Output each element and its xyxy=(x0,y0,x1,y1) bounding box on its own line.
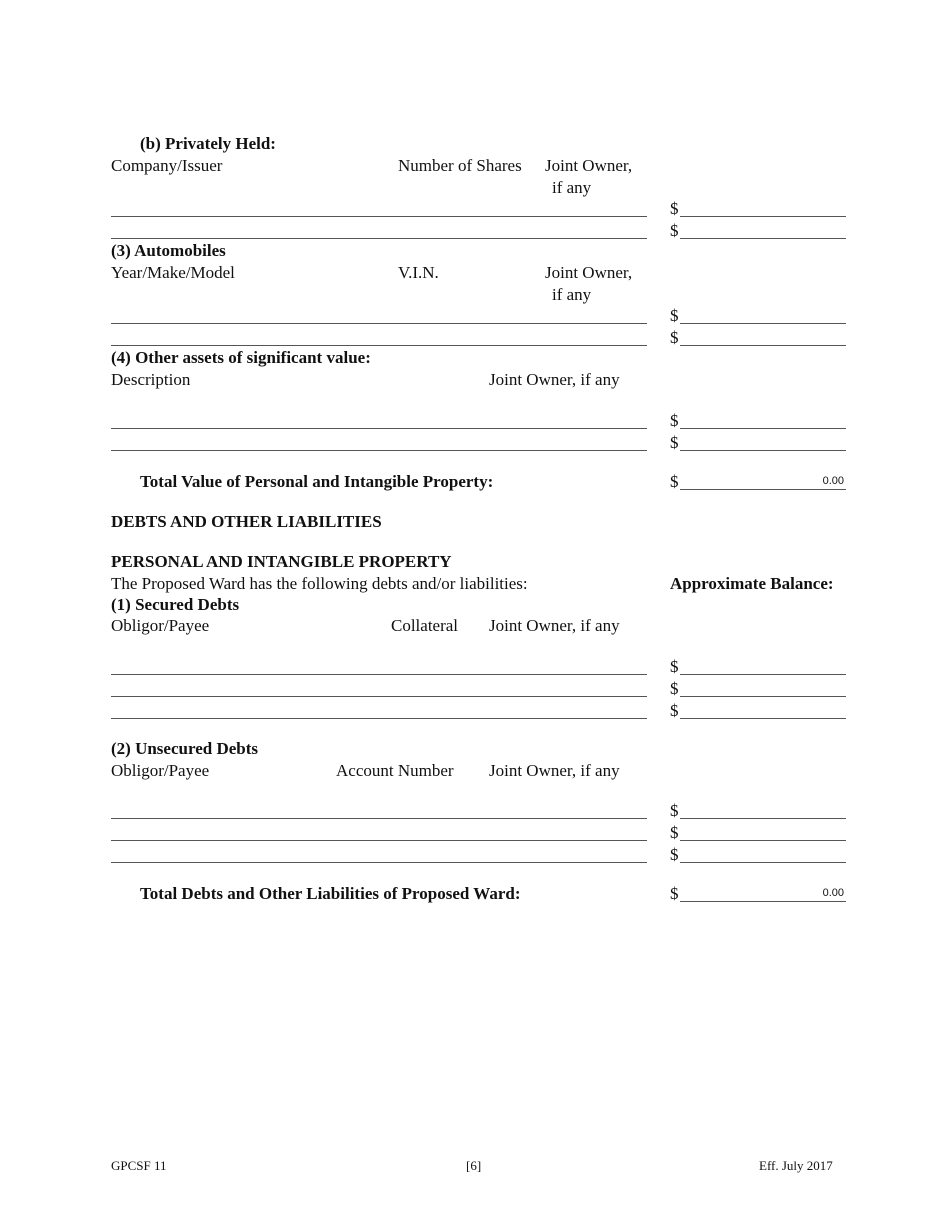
dollar-sign: $ xyxy=(670,328,679,347)
col-joint-owner-if-any: Joint Owner, if any xyxy=(489,616,620,635)
unsecured-debt-value-2[interactable] xyxy=(670,823,846,843)
privately-held-entry-line-2[interactable] xyxy=(111,238,647,239)
col-company-issuer: Company/Issuer xyxy=(111,156,223,175)
privately-held-entry-line-1[interactable] xyxy=(111,216,647,217)
total-debts-input[interactable] xyxy=(680,884,846,902)
dollar-sign: $ xyxy=(670,823,679,842)
col-year-make-model: Year/Make/Model xyxy=(111,263,235,282)
value-blank[interactable] xyxy=(680,323,846,324)
dollar-sign: $ xyxy=(670,433,679,452)
value-blank[interactable] xyxy=(680,718,846,719)
footer-page-number: [6] xyxy=(466,1158,482,1173)
total-debts-field[interactable] xyxy=(670,884,846,904)
col-vin: V.I.N. xyxy=(398,263,439,282)
unsecured-debts-heading: (2) Unsecured Debts xyxy=(111,739,259,758)
total-personal-property-input[interactable] xyxy=(680,472,846,490)
other-assets-heading: (4) Other assets of significant value: xyxy=(111,348,371,367)
total-debts-label: Total Debts and Other Liabilities of Proposed Ward: xyxy=(140,884,521,903)
col-obligor-payee: Obligor/Payee xyxy=(111,761,210,780)
unsecured-debt-entry-line-2[interactable] xyxy=(111,840,647,841)
col-obligor-payee: Obligor/Payee xyxy=(111,616,210,635)
dollar-sign: $ xyxy=(670,657,679,676)
dollar-sign: $ xyxy=(670,679,679,698)
unsecured-debt-entry-line-1[interactable] xyxy=(111,818,647,819)
dollar-sign: $ xyxy=(670,199,679,218)
other-asset-entry-line-1[interactable] xyxy=(111,428,647,429)
personal-intangible-heading: PERSONAL AND INTANGIBLE PROPERTY xyxy=(111,552,452,571)
value-blank[interactable] xyxy=(680,818,846,819)
dollar-sign: $ xyxy=(670,701,679,720)
col-joint-owner: Joint Owner, xyxy=(545,156,633,175)
col-collateral: Collateral xyxy=(391,616,459,635)
dollar-sign: $ xyxy=(670,306,679,325)
value-blank[interactable] xyxy=(680,840,846,841)
dollar-sign: $ xyxy=(670,221,679,240)
value-blank[interactable] xyxy=(680,345,846,346)
debts-intro: The Proposed Ward has the following debts and/or liabilities: xyxy=(111,574,528,593)
total-personal-property-label: Total Value of Personal and Intangible Property: xyxy=(140,472,494,491)
footer-form-id: GPCSF 11 xyxy=(111,1158,167,1173)
debts-heading: DEBTS AND OTHER LIABILITIES xyxy=(111,512,382,531)
col-account-number: Account Number xyxy=(336,761,454,780)
other-asset-value-1[interactable] xyxy=(670,411,846,431)
secured-debt-entry-line-1[interactable] xyxy=(111,674,647,675)
secured-debt-value-1[interactable] xyxy=(670,657,846,677)
value-blank[interactable] xyxy=(680,428,846,429)
other-asset-entry-line-2[interactable] xyxy=(111,450,647,451)
unsecured-debt-value-3[interactable] xyxy=(670,845,846,865)
dollar-sign: $ xyxy=(670,472,679,491)
secured-debt-value-2[interactable] xyxy=(670,679,846,699)
col-joint-owner: Joint Owner, xyxy=(545,263,633,282)
dollar-sign: $ xyxy=(670,801,679,820)
automobile-entry-line-2[interactable] xyxy=(111,345,647,346)
col-joint-owner-if-any: Joint Owner, if any xyxy=(489,761,620,780)
secured-debt-entry-line-3[interactable] xyxy=(111,718,647,719)
privately-held-value-2[interactable] xyxy=(670,221,846,241)
value-blank[interactable] xyxy=(680,862,846,863)
total-personal-property-field[interactable] xyxy=(670,472,846,492)
automobiles-heading: (3) Automobiles xyxy=(111,241,226,260)
col-number-of-shares: Number of Shares xyxy=(398,156,522,175)
value-blank[interactable] xyxy=(680,674,846,675)
automobile-entry-line-1[interactable] xyxy=(111,323,647,324)
privately-held-value-1[interactable] xyxy=(670,199,846,219)
value-blank[interactable] xyxy=(680,238,846,239)
col-description: Description xyxy=(111,370,191,389)
automobile-value-1[interactable] xyxy=(670,306,846,326)
secured-debt-value-3[interactable] xyxy=(670,701,846,721)
unsecured-debt-entry-line-3[interactable] xyxy=(111,862,647,863)
value-blank[interactable] xyxy=(680,696,846,697)
value-blank[interactable] xyxy=(680,450,846,451)
col-joint-owner-if-any: if any xyxy=(552,285,592,304)
approximate-balance-label: Approximate Balance: xyxy=(670,574,834,593)
footer-effective-date: Eff. July 2017 xyxy=(759,1158,833,1173)
dollar-sign: $ xyxy=(670,411,679,430)
value-blank[interactable] xyxy=(680,216,846,217)
col-joint-owner-if-any: if any xyxy=(552,178,592,197)
dollar-sign: $ xyxy=(670,884,679,903)
col-joint-owner-if-any: Joint Owner, if any xyxy=(489,370,620,389)
other-asset-value-2[interactable] xyxy=(670,433,846,453)
automobile-value-2[interactable] xyxy=(670,328,846,348)
secured-debt-entry-line-2[interactable] xyxy=(111,696,647,697)
privately-held-heading: (b) Privately Held: xyxy=(140,134,276,153)
dollar-sign: $ xyxy=(670,845,679,864)
unsecured-debt-value-1[interactable] xyxy=(670,801,846,821)
secured-debts-heading: (1) Secured Debts xyxy=(111,595,240,614)
